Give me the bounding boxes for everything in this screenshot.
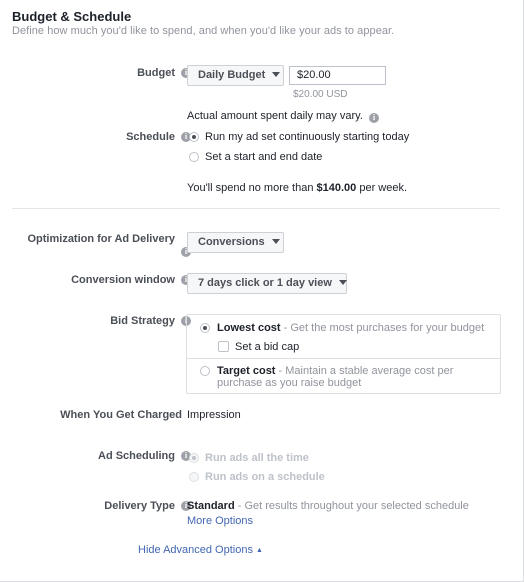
optimization-label xyxy=(27,232,188,256)
weekly-prefix: You'll spend no more than xyxy=(187,182,317,194)
budget-type-dropdown[interactable] xyxy=(187,65,284,86)
schedule-continuous-radio[interactable] xyxy=(189,132,199,142)
lowest-cost-option[interactable] xyxy=(217,321,484,335)
conversion-window-dropdown[interactable] xyxy=(187,273,347,294)
target-cost-desc-1: - Maintain a stable average cost per xyxy=(275,365,454,377)
charged-value: Impression xyxy=(187,409,241,421)
bid-options-separator xyxy=(187,358,500,359)
ad-scheduling-label-text: Ad Scheduling xyxy=(98,450,175,462)
ad-scheduling-label xyxy=(98,449,188,463)
info-icon[interactable]: i xyxy=(181,275,191,285)
bid-cap-checkbox[interactable] xyxy=(218,341,229,352)
conversion-window-dropdown-label: 7 days click or 1 day view xyxy=(198,277,332,289)
info-icon[interactable]: i xyxy=(181,451,191,461)
weekly-suffix: per week. xyxy=(356,182,408,194)
delivery-type-desc: - Get results throughout your selected schedule xyxy=(234,500,469,512)
run-on-schedule-label[interactable]: Run ads on a schedule xyxy=(205,471,325,483)
optimization-dropdown[interactable] xyxy=(187,232,284,253)
bid-strategy-label-text: Bid Strategy xyxy=(110,315,175,327)
caret-up-icon: ▲ xyxy=(256,547,263,554)
run-all-time-label[interactable]: Run ads all the time xyxy=(205,452,309,464)
target-cost-desc-2: purchase as you raise budget xyxy=(217,377,362,389)
weekly-amount: $140.00 xyxy=(316,182,357,194)
section-divider xyxy=(12,208,500,209)
info-icon[interactable]: i xyxy=(181,501,191,511)
delivery-type-label xyxy=(104,499,188,513)
lowest-cost-radio[interactable] xyxy=(200,323,210,333)
budget-amount-input[interactable]: $20.00 xyxy=(289,66,386,85)
run-all-time-radio[interactable] xyxy=(189,453,199,463)
caret-down-icon xyxy=(339,280,347,285)
schedule-continuous-label[interactable]: Run my ad set continuously starting today xyxy=(205,131,410,143)
caret-down-icon xyxy=(272,72,280,77)
bid-cap-label[interactable]: Set a bid cap xyxy=(235,341,300,353)
conversion-window-label-text: Conversion window xyxy=(71,274,175,286)
budget-note-text: Actual amount spent daily may vary. xyxy=(187,110,363,122)
info-icon[interactable]: i xyxy=(181,247,191,257)
budget-type-label: Daily Budget xyxy=(198,69,266,81)
budget-usd-hint: $20.00 USD xyxy=(293,89,348,100)
charged-label: When You Get Charged xyxy=(60,409,182,421)
schedule-dates-label[interactable]: Set a start and end date xyxy=(205,151,323,163)
lowest-cost-desc: - Get the most purchases for your budget xyxy=(280,322,485,334)
section-subtitle: Define how much you'd like to spend, and when you'd like your ads to appear. xyxy=(12,25,395,37)
section-title: Budget & Schedule xyxy=(12,9,132,24)
budget-label xyxy=(137,66,188,80)
delivery-type-label-text: Delivery Type xyxy=(104,500,175,512)
info-icon[interactable]: i xyxy=(181,316,191,326)
more-options-link[interactable]: More Options xyxy=(187,515,254,527)
delivery-type-value xyxy=(187,499,469,513)
bid-strategy-options xyxy=(186,314,501,394)
schedule-label xyxy=(126,130,188,144)
conversion-window-label xyxy=(71,273,188,287)
optimization-dropdown-label: Conversions xyxy=(198,236,265,248)
schedule-dates-radio[interactable] xyxy=(189,152,199,162)
optimization-label-text: Optimization for Ad Delivery xyxy=(27,233,175,245)
weekly-spend-note xyxy=(187,181,407,195)
caret-down-icon xyxy=(272,239,280,244)
schedule-label-text: Schedule xyxy=(126,131,175,143)
hide-advanced-label: Hide Advanced Options xyxy=(138,544,253,556)
run-on-schedule-radio[interactable] xyxy=(189,472,199,482)
bid-strategy-label xyxy=(110,314,188,328)
budget-label-text: Budget xyxy=(137,67,175,79)
target-cost-title: Target cost xyxy=(217,365,276,377)
hide-advanced-options-link[interactable] xyxy=(138,543,263,558)
delivery-type-title: Standard xyxy=(187,500,235,512)
info-icon[interactable]: i xyxy=(181,132,191,142)
budget-note xyxy=(187,109,379,123)
lowest-cost-title: Lowest cost xyxy=(217,322,281,334)
info-icon[interactable]: i xyxy=(369,113,379,123)
info-icon[interactable]: i xyxy=(181,68,191,78)
target-cost-radio[interactable] xyxy=(200,366,210,376)
